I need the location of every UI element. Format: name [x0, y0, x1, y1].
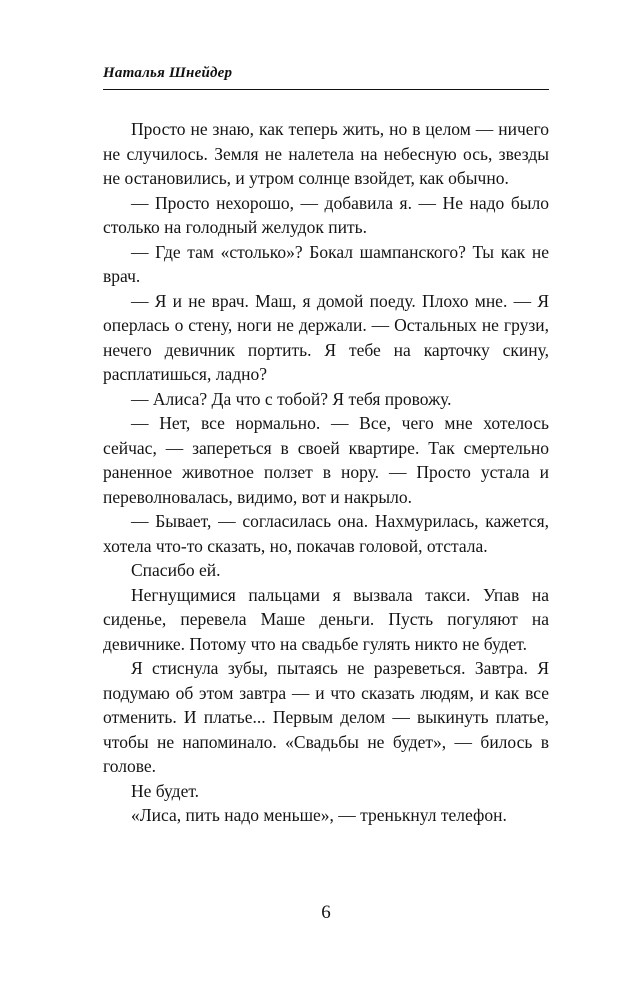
paragraph: Спасибо ей. [131, 560, 221, 580]
page-header [103, 64, 549, 90]
paragraph: Просто не знаю, как теперь жить, но в целом — ничего не случилось. Земля не налетела на небесную ось, звезды не остановились, и утром солнце взойдет, как обычно. [103, 119, 549, 188]
paragraph: — Алиса? Да что с тобой? Я тебя провожу. [131, 388, 452, 409]
page-number: 6 [321, 902, 331, 923]
paragraph: «Лиса, пить надо меньше», — тренькнул телефон. [131, 805, 507, 825]
author-name: Наталья Шнейдер [103, 65, 233, 81]
paragraph: — Нет, все нормально. — Все, чего мне хотелось сейчас, — запереться в своей квартире. Так смертельно раненное животное ползет в нору. — Просто устала и переволновалась, видимо, вот и накрыло. [103, 413, 549, 507]
paragraph: Негнущимися пальцами я вызвала такси. Упав на сиденье, перевела Маше деньги. Пусть погуляют на девичнике. Потому что на свадьбе гулять никто не будет. [103, 584, 549, 654]
paragraph: — Просто нехорошо, — добавила я. — Не надо было столько на голодный желудок пить. [103, 192, 549, 237]
paragraph: Не будет. [131, 780, 200, 801]
paragraph: — Бывает, — согласилась она. Нахмурилась, кажется, хотела что-то сказать, но, покачав головой, отстала. [103, 511, 549, 556]
paragraph: — Где там «столько»? Бокал шампанского? Ты как не врач. [103, 241, 549, 286]
page-footer [103, 902, 549, 924]
paragraph: — Я и не врач. Маш, я домой поеду. Плохо мне. — Я оперлась о стену, ноги не держали. — Остальных не грузи, нечего девичник портить. Я тебе на карточку скину, расплатишься, ладно? [103, 290, 549, 384]
paragraph: Я стиснула зубы, пытаясь не разреветься. Завтра. Я подумаю об этом завтра — и что сказать людям, и как все отменить. И платье... Первым делом — выкинуть платье, чтобы не напоминало. «Свадьбы не будет», — билось в голове. [103, 658, 549, 776]
body-text [103, 117, 549, 828]
